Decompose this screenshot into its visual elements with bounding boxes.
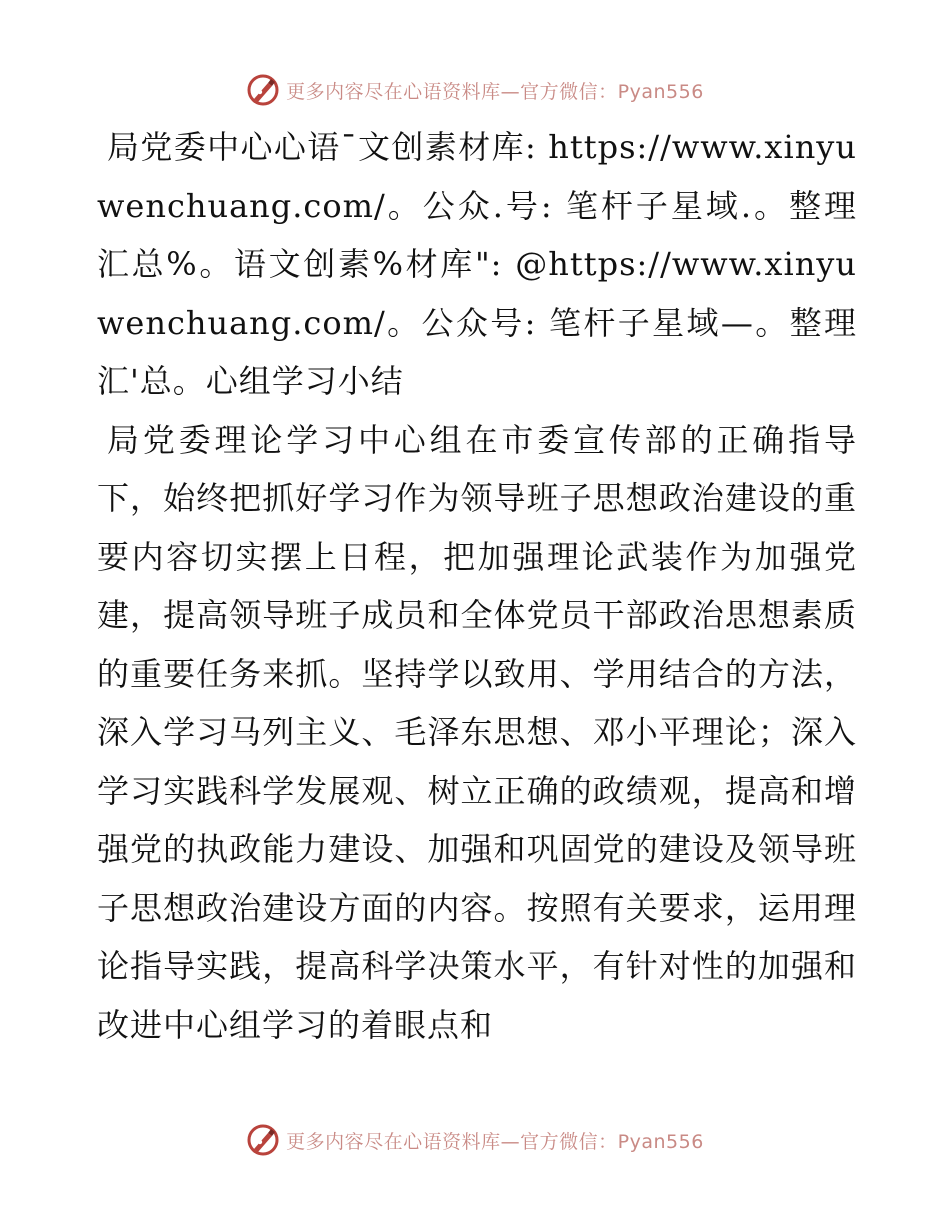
pen-seal-icon [246, 73, 280, 107]
footer-banner [0, 1120, 950, 1160]
paragraph-intro: 局党委中心心语¯文创素材库: https://www.xinyuwenchuang.com/。公众.号: 笔杆子星域.。整理汇总%。语文创素%材库": @https://www.xinyuwenchuang.com/。公众号: 笔杆子星域—。整理汇'总。心组学习小结 [97, 128, 857, 400]
document-body [97, 118, 857, 1054]
banner-text: 更多内容尽在心语资料库—官方微信：Pyan556 [286, 80, 704, 103]
pen-seal-icon [246, 1123, 280, 1157]
paragraph-main: 局党委理论学习中心组在市委宣传部的正确指导下，始终把抓好学习作为领导班子思想政治建设的重要内容切实摆上日程，把加强理论武装作为加强党建，提高领导班子成员和全体党员干部政治思想素质的重要任务来抓。坚持学以致用、学用结合的方法，深入学习马列主义、毛泽东思想、邓小平理论；深入学习实践科学发展观、树立正确的政绩观，提高和增强党的执政能力建设、加强和巩固党的建设及领导班子思想政治建设方面的内容。按照有关要求，运用理论指导实践，提高科学决策水平，有针对性的加强和改进中心组学习的着眼点和 [97, 420, 857, 1044]
header-banner [0, 70, 950, 110]
banner-text: 更多内容尽在心语资料库—官方微信：Pyan556 [286, 1130, 704, 1153]
